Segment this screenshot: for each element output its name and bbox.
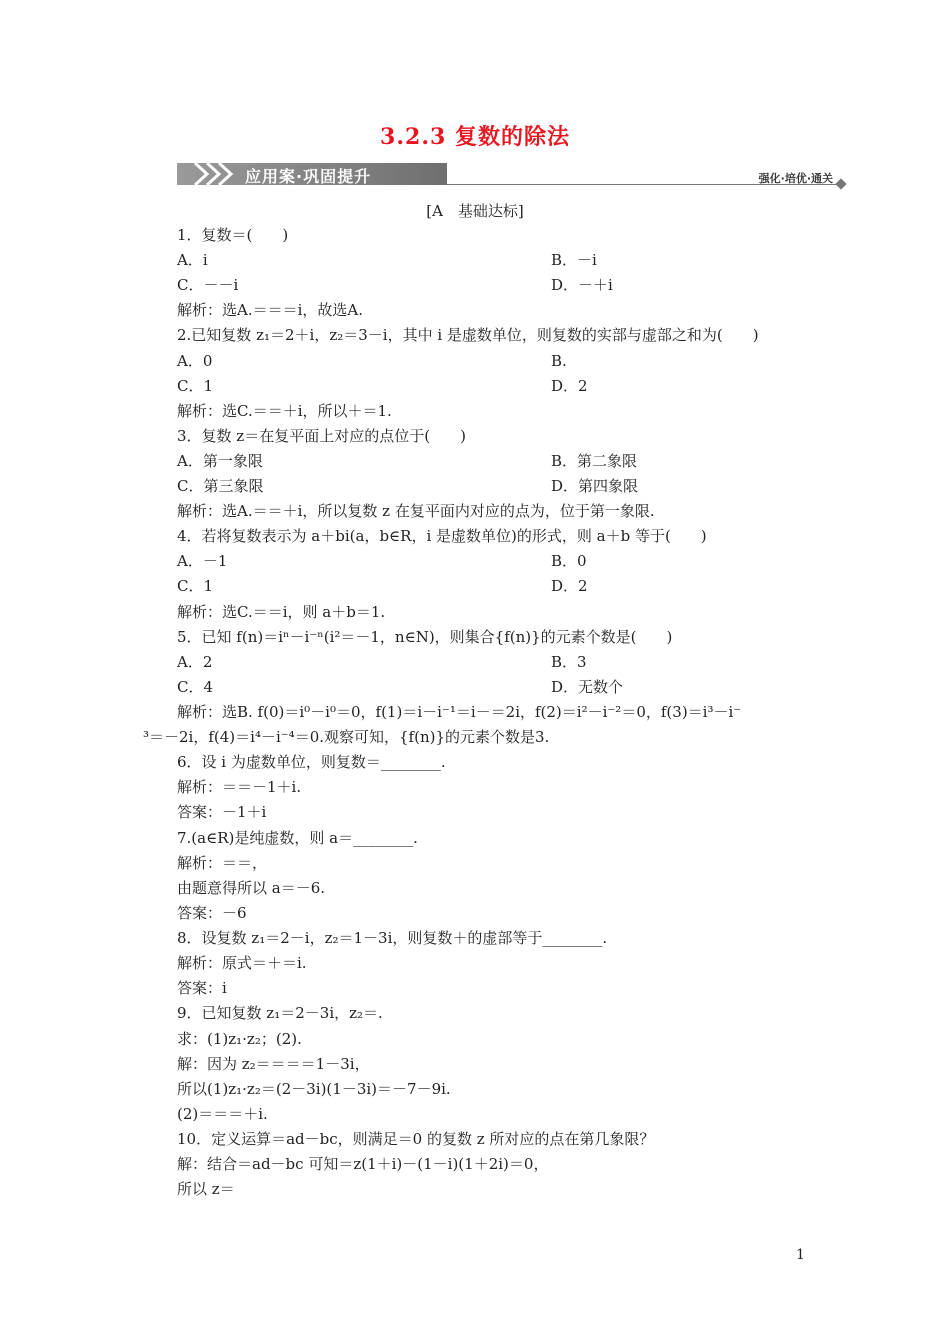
text-line: 解析：＝＝－1＋i.: [177, 778, 302, 796]
text-line: 所以(1)z₁·z₂＝(2－3i)(1－3i)＝－7－9i.: [177, 1080, 451, 1098]
text-line: 8．设复数 z₁＝2－i，z₂＝1－3i，则复数＋的虚部等于________.: [177, 929, 608, 947]
text-line: 1．复数＝( ): [177, 226, 289, 244]
section-banner: [177, 160, 847, 188]
text-line: C．1: [177, 577, 214, 595]
text-line: 解析：选A.＝＝＋i，所以复数 z 在复平面内对应的点为，位于第一象限.: [177, 502, 655, 520]
text-line: 4．若将复数表示为 a＋bi(a，b∈R，i 是虚数单位)的形式，则 a＋b 等于( ): [177, 527, 707, 545]
text-line: C．4: [177, 678, 214, 696]
text-line: B．0: [551, 552, 587, 570]
text-line: 解：因为 z₂＝＝＝＝1－3i，: [177, 1055, 370, 1073]
text-line: 解析：选A.＝＝＝i，故选A.: [177, 301, 363, 319]
text-line: 解析：选B. f(0)＝i⁰－i⁰＝0，f(1)＝i－i⁻¹＝i－＝2i，f(2)＝i²－i⁻²＝0，f(3)＝i³－i⁻: [177, 703, 742, 721]
text-line: 由题意得所以 a＝－6.: [177, 879, 326, 897]
text-line: C．－－i: [177, 276, 239, 294]
text-line: D．2: [551, 377, 588, 395]
text-line: 解析：选C.＝＝＋i，所以＋＝1.: [177, 402, 392, 420]
text-line: 解：结合＝ad－bc 可知＝z(1＋i)－(1－i)(1＋2i)＝0，: [177, 1155, 549, 1173]
chevron-right-icon: [191, 160, 241, 188]
text-line: 5．已知 f(n)＝iⁿ－i⁻ⁿ(i²＝－1，n∈N)，则集合{f(n)}的元素个数是( ): [177, 628, 673, 646]
text-line: 7.(a∈R)是纯虚数，则 a＝________.: [177, 829, 418, 847]
text-line: A．i: [177, 251, 208, 269]
text-line: D．第四象限: [551, 477, 639, 495]
text-line: C．1: [177, 377, 214, 395]
text-line: 解析：＝＝，: [177, 854, 268, 872]
text-line: 10．定义运算＝ad－bc，则满足＝0 的复数 z 所对应的点在第几象限？: [177, 1130, 655, 1148]
section-heading: [A 基础达标]: [426, 202, 524, 220]
text-line: 9．已知复数 z₁＝2－3i，z₂＝.: [177, 1004, 383, 1022]
text-line: D．－＋i: [551, 276, 613, 294]
text-line: ³＝－2i，f(4)＝i⁴－i⁻⁴＝0.观察可知，{f(n)}的元素个数是3.: [143, 728, 550, 746]
text-line: 答案：－1＋i: [177, 803, 267, 821]
text-line: B．－i: [551, 251, 597, 269]
text-line: 所以 z＝: [177, 1180, 235, 1198]
page-title: 3.2.3 复数的除法: [380, 124, 570, 150]
text-line: 6．设 i 为虚数单位，则复数＝________.: [177, 753, 446, 771]
text-line: 3．复数 z＝在复平面上对应的点位于( ): [177, 427, 466, 445]
text-line: C．第三象限: [177, 477, 264, 495]
text-line: A．0: [177, 352, 213, 370]
text-line: B．第二象限: [551, 452, 638, 470]
text-line: D．无数个: [551, 678, 624, 696]
text-line: 解析：选C.＝＝i，则 a＋b＝1.: [177, 603, 386, 621]
text-line: D．2: [551, 577, 588, 595]
text-line: 2.已知复数 z₁＝2＋i，z₂＝3－i，其中 i 是虚数单位，则复数的实部与虚部之和为( ): [177, 326, 759, 344]
text-line: (2)＝＝＝＋i.: [177, 1105, 268, 1123]
banner-left-label: 应用案·巩固提升: [245, 167, 372, 186]
page-number: 1: [796, 1247, 805, 1263]
text-line: A．2: [177, 653, 213, 671]
text-line: B．3: [551, 653, 587, 671]
banner-right-label: 强化·培优·通关: [758, 172, 833, 185]
text-line: 答案：－6: [177, 904, 247, 922]
text-line: A．－1: [177, 552, 228, 570]
diamond-icon: [835, 178, 846, 189]
text-line: 求：(1)z₁·z₂；(2).: [177, 1030, 302, 1048]
text-line: 答案：i: [177, 979, 227, 997]
text-line: B.: [551, 352, 567, 370]
text-line: A．第一象限: [177, 452, 263, 470]
text-line: 解析：原式＝＋＝i.: [177, 954, 307, 972]
